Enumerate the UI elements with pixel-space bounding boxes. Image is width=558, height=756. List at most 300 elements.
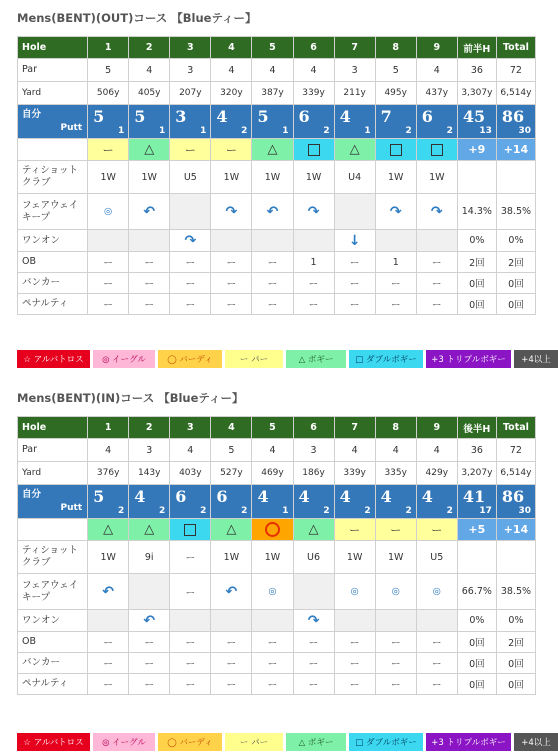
fairway-keep-value: ◎ bbox=[375, 574, 416, 610]
hole-header: 1 bbox=[88, 37, 129, 59]
putt-count: 1 bbox=[117, 126, 125, 136]
fairway-keep-value bbox=[252, 194, 293, 230]
par-value: 4 bbox=[252, 59, 293, 82]
fairway-keep-row bbox=[18, 194, 536, 230]
stroke-count: 45 bbox=[462, 107, 486, 126]
penalty-value: ー bbox=[375, 294, 416, 315]
left-arrow-icon: ↶ bbox=[225, 583, 238, 600]
score-cell bbox=[416, 485, 457, 519]
bunker-value: ー bbox=[293, 273, 334, 294]
par-value: 5 bbox=[375, 59, 416, 82]
stroke-count: 4 bbox=[257, 487, 269, 506]
penalty-row bbox=[18, 294, 536, 315]
par-value: 4 bbox=[375, 439, 416, 462]
stroke-count: 5 bbox=[257, 107, 269, 126]
right-arrow-icon: ↷ bbox=[307, 203, 320, 220]
double-bogey-square-icon bbox=[390, 144, 402, 156]
penalty-label: ペナルティ bbox=[18, 294, 88, 315]
putt-count: 2 bbox=[323, 506, 330, 516]
putt-count: 2 bbox=[159, 506, 166, 516]
hole-header: 前半H bbox=[457, 37, 496, 59]
ob-value: ー bbox=[416, 632, 457, 653]
par-dash-icon: ー bbox=[431, 523, 443, 537]
yard-value: 207y bbox=[170, 82, 211, 105]
stroke-count: 6 bbox=[421, 107, 433, 126]
in-course-title: Mens(BENT)(IN)コース 【Blueティー】 bbox=[17, 391, 244, 405]
bunker-value: ー bbox=[375, 653, 416, 674]
bunker-value: ー bbox=[252, 653, 293, 674]
putt-label: Putt bbox=[60, 503, 83, 513]
score-cell bbox=[334, 485, 375, 519]
penalty-value: ー bbox=[129, 294, 170, 315]
one-on-row bbox=[18, 610, 536, 632]
par-value: 36 bbox=[457, 439, 496, 462]
putt-count: 1 bbox=[282, 506, 289, 516]
bunker-value: ー bbox=[211, 273, 252, 294]
stroke-count: 4 bbox=[339, 487, 351, 506]
score-mark-bogey bbox=[88, 519, 129, 541]
tee-shot-club-value: U4 bbox=[334, 161, 375, 194]
bogey-triangle-icon: △ bbox=[308, 522, 319, 537]
bunker-value: ー bbox=[416, 273, 457, 294]
score-cell bbox=[211, 485, 252, 519]
right-arrow-icon: ↷ bbox=[184, 232, 197, 249]
penalty-value: ー bbox=[88, 294, 129, 315]
penalty-value: ー bbox=[88, 674, 129, 695]
right-arrow-icon: ↷ bbox=[307, 612, 320, 629]
ob-value: 2回 bbox=[457, 252, 496, 273]
legend-item: ー パー bbox=[225, 733, 283, 751]
one-on-value bbox=[416, 230, 457, 252]
total-over-par: +14 bbox=[496, 139, 535, 161]
score-cell bbox=[496, 485, 535, 519]
par-dash-icon: ー bbox=[184, 143, 196, 157]
score-legend bbox=[17, 350, 558, 368]
one-on-value bbox=[88, 230, 129, 252]
one-on-value bbox=[252, 230, 293, 252]
fairway-keep-value: 38.5% bbox=[496, 194, 535, 230]
hole-header: 6 bbox=[293, 417, 334, 439]
putt-count: 2 bbox=[200, 506, 207, 516]
penalty-value: ー bbox=[211, 674, 252, 695]
putt-count: 13 bbox=[479, 126, 492, 136]
total-over-par: +14 bbox=[496, 519, 535, 541]
putt-label: Putt bbox=[60, 123, 83, 133]
stroke-count: 4 bbox=[339, 107, 351, 126]
penalty-value: ー bbox=[293, 674, 334, 695]
tee-shot-club-value: 1W bbox=[416, 161, 457, 194]
score-mark-par bbox=[416, 519, 457, 541]
par-value: 5 bbox=[211, 439, 252, 462]
one-on-value bbox=[211, 230, 252, 252]
score-mark-par bbox=[334, 519, 375, 541]
score-cell bbox=[88, 485, 129, 519]
par-value: 3 bbox=[129, 439, 170, 462]
penalty-value: ー bbox=[252, 674, 293, 695]
score-mark-par bbox=[375, 519, 416, 541]
par-row bbox=[18, 59, 536, 82]
bunker-value: ー bbox=[416, 653, 457, 674]
one-on-value bbox=[129, 230, 170, 252]
hole-header: 3 bbox=[170, 37, 211, 59]
one-on-value bbox=[129, 610, 170, 632]
yard-value: 3,307y bbox=[457, 82, 496, 105]
par-value: 3 bbox=[170, 59, 211, 82]
fairway-keep-value: 14.3% bbox=[457, 194, 496, 230]
yard-value: 211y bbox=[334, 82, 375, 105]
tee-shot-club-label: ティショットクラブ bbox=[18, 541, 88, 574]
stroke-count: 5 bbox=[134, 107, 146, 126]
putt-count: 1 bbox=[364, 126, 371, 136]
yard-value: 387y bbox=[252, 82, 293, 105]
double-bogey-square-icon bbox=[431, 144, 443, 156]
par-dash-icon: ー bbox=[390, 523, 402, 537]
ob-value: ー bbox=[375, 632, 416, 653]
self-score-row bbox=[18, 105, 536, 139]
tee-shot-club-value: 1W bbox=[334, 541, 375, 574]
bunker-row bbox=[18, 273, 536, 294]
stroke-count: 5 bbox=[93, 107, 105, 126]
fairway-keep-value bbox=[293, 574, 334, 610]
fairway-keep-value: ◎ bbox=[416, 574, 457, 610]
out-scorecard-table bbox=[17, 36, 536, 315]
bunker-value: ー bbox=[293, 653, 334, 674]
penalty-value: ー bbox=[293, 294, 334, 315]
hole-header: 7 bbox=[334, 417, 375, 439]
putt-count: 2 bbox=[241, 506, 248, 516]
putt-count: 2 bbox=[241, 126, 248, 136]
penalty-value: ー bbox=[416, 294, 457, 315]
legend-item: ◯ バーディ bbox=[158, 350, 222, 368]
par-label: Par bbox=[18, 439, 88, 462]
legend-item: ー パー bbox=[225, 350, 283, 368]
par-dash-icon: ー bbox=[102, 143, 114, 157]
score-cell bbox=[293, 485, 334, 519]
putt-count: 2 bbox=[405, 506, 412, 516]
bunker-value: ー bbox=[170, 653, 211, 674]
legend-item: +3 トリプルボギー bbox=[426, 733, 511, 751]
tee-shot-club-value: 9i bbox=[129, 541, 170, 574]
fairway-keep-value bbox=[129, 194, 170, 230]
par-label: Par bbox=[18, 59, 88, 82]
down-arrow-icon: ↓ bbox=[348, 232, 361, 249]
bunker-value: 0回 bbox=[457, 653, 496, 674]
fairway-keep-value: ー bbox=[170, 574, 211, 610]
ob-value: ー bbox=[334, 252, 375, 273]
fairway-keep-value bbox=[170, 194, 211, 230]
par-value: 4 bbox=[129, 59, 170, 82]
score-mark-dbogey bbox=[293, 139, 334, 161]
score-mark-dbogey bbox=[170, 519, 211, 541]
mark-label-empty bbox=[18, 139, 88, 161]
score-cell bbox=[170, 485, 211, 519]
par-value: 4 bbox=[416, 59, 457, 82]
tee-shot-club-value: U5 bbox=[170, 161, 211, 194]
one-on-value: 0% bbox=[457, 610, 496, 632]
one-on-value bbox=[252, 610, 293, 632]
ob-value: ー bbox=[416, 252, 457, 273]
yard-value: 506y bbox=[88, 82, 129, 105]
right-arrow-icon: ↷ bbox=[430, 203, 443, 220]
tee-shot-club-row bbox=[18, 161, 536, 194]
header-row bbox=[18, 417, 536, 439]
one-on-value bbox=[334, 230, 375, 252]
penalty-value: ー bbox=[334, 294, 375, 315]
legend-item: ◯ バーディ bbox=[158, 733, 222, 751]
penalty-value: ー bbox=[129, 674, 170, 695]
par-dash-icon: ー bbox=[225, 143, 237, 157]
score-mark-bogey bbox=[293, 519, 334, 541]
score-mark-bogey bbox=[334, 139, 375, 161]
tee-shot-club-value: 1W bbox=[88, 161, 129, 194]
yard-value: 429y bbox=[416, 462, 457, 485]
bunker-value: ー bbox=[252, 273, 293, 294]
penalty-value: 0回 bbox=[496, 294, 535, 315]
score-mark-par bbox=[170, 139, 211, 161]
ob-value: ー bbox=[88, 632, 129, 653]
fairway-keep-value: ◎ bbox=[252, 574, 293, 610]
score-cell bbox=[252, 485, 293, 519]
hole-header: 6 bbox=[293, 37, 334, 59]
tee-shot-club-value: 1W bbox=[375, 161, 416, 194]
stroke-count: 6 bbox=[298, 107, 310, 126]
yard-value: 320y bbox=[211, 82, 252, 105]
one-on-value bbox=[170, 610, 211, 632]
mark-label-empty bbox=[18, 519, 88, 541]
yard-value: 339y bbox=[293, 82, 334, 105]
stroke-count: 6 bbox=[216, 487, 228, 506]
double-bogey-square-icon bbox=[308, 144, 320, 156]
yard-value: 335y bbox=[375, 462, 416, 485]
tee-shot-club-row bbox=[18, 541, 536, 574]
double-bogey-square-icon bbox=[184, 524, 196, 536]
out-course-title: Mens(BENT)(OUT)コース 【Blueティー】 bbox=[17, 11, 257, 25]
one-on-value bbox=[375, 610, 416, 632]
hole-header: 5 bbox=[252, 37, 293, 59]
bogey-triangle-icon: △ bbox=[349, 142, 360, 157]
in-scorecard-table bbox=[17, 416, 536, 695]
bunker-value: ー bbox=[334, 273, 375, 294]
stroke-count: 41 bbox=[462, 487, 486, 506]
hole-header: 9 bbox=[416, 37, 457, 59]
stroke-count: 6 bbox=[175, 487, 187, 506]
fairway-keep-label: フェアウェイキープ bbox=[18, 574, 88, 610]
one-on-row bbox=[18, 230, 536, 252]
tee-shot-club-label: ティショットクラブ bbox=[18, 161, 88, 194]
bunker-value: ー bbox=[375, 273, 416, 294]
stroke-count: 4 bbox=[421, 487, 433, 506]
ob-value: ー bbox=[252, 252, 293, 273]
one-on-label: ワンオン bbox=[18, 230, 88, 252]
self-label-text: 自分 bbox=[22, 489, 42, 500]
par-value: 4 bbox=[416, 439, 457, 462]
half-over-par: +5 bbox=[457, 519, 496, 541]
half-over-par: +9 bbox=[457, 139, 496, 161]
ob-row bbox=[18, 632, 536, 653]
bunker-value: ー bbox=[88, 653, 129, 674]
hole-header: 4 bbox=[211, 417, 252, 439]
par-dash-icon: ー bbox=[349, 523, 361, 537]
penalty-value: ー bbox=[170, 294, 211, 315]
stroke-count: 3 bbox=[175, 107, 187, 126]
score-cell bbox=[375, 485, 416, 519]
hole-header: 1 bbox=[88, 417, 129, 439]
bunker-value: 0回 bbox=[496, 653, 535, 674]
self-label-text: 自分 bbox=[22, 109, 42, 120]
score-cell bbox=[211, 105, 252, 139]
penalty-value: ー bbox=[252, 294, 293, 315]
one-on-value bbox=[334, 610, 375, 632]
legend-item: ☆ アルバトロス bbox=[17, 350, 90, 368]
tee-shot-club-value: 1W bbox=[252, 541, 293, 574]
left-arrow-icon: ↶ bbox=[143, 203, 156, 220]
yard-value: 437y bbox=[416, 82, 457, 105]
tee-shot-club-value bbox=[496, 161, 535, 194]
one-on-value bbox=[293, 230, 334, 252]
legend-item: □ ダブルボギー bbox=[349, 733, 423, 751]
tee-shot-club-value bbox=[457, 161, 496, 194]
tee-shot-club-value: U6 bbox=[293, 541, 334, 574]
bogey-triangle-icon: △ bbox=[267, 142, 278, 157]
par-row bbox=[18, 439, 536, 462]
putt-count: 17 bbox=[479, 506, 492, 516]
ob-value: ー bbox=[211, 632, 252, 653]
score-cell bbox=[129, 485, 170, 519]
score-mark-bogey bbox=[129, 139, 170, 161]
bunker-value: ー bbox=[170, 273, 211, 294]
yard-label: Yard bbox=[18, 462, 88, 485]
right-arrow-icon: ↷ bbox=[389, 203, 402, 220]
tee-shot-club-value: U5 bbox=[416, 541, 457, 574]
fairway-keep-value bbox=[416, 194, 457, 230]
bogey-triangle-icon: △ bbox=[103, 522, 114, 537]
legend-item: △ ボギー bbox=[286, 350, 346, 368]
bunker-label: バンカー bbox=[18, 653, 88, 674]
putt-count: 2 bbox=[323, 126, 330, 136]
legend-item: △ ボギー bbox=[286, 733, 346, 751]
yard-value: 6,514y bbox=[496, 462, 535, 485]
par-value: 5 bbox=[88, 59, 129, 82]
par-value: 72 bbox=[496, 59, 535, 82]
penalty-label: ペナルティ bbox=[18, 674, 88, 695]
yard-value: 403y bbox=[170, 462, 211, 485]
tee-shot-club-value: ー bbox=[170, 541, 211, 574]
yard-value: 143y bbox=[129, 462, 170, 485]
ob-value: 1 bbox=[375, 252, 416, 273]
one-on-value bbox=[375, 230, 416, 252]
score-mark-dbogey bbox=[375, 139, 416, 161]
par-value: 4 bbox=[293, 59, 334, 82]
one-on-value bbox=[170, 230, 211, 252]
tee-shot-club-value: 1W bbox=[211, 541, 252, 574]
fairway-keep-value: 66.7% bbox=[457, 574, 496, 610]
putt-count: 2 bbox=[117, 506, 125, 516]
yard-row bbox=[18, 462, 536, 485]
putt-count: 2 bbox=[446, 126, 453, 136]
tee-shot-club-value: 1W bbox=[211, 161, 252, 194]
fairway-keep-value bbox=[375, 194, 416, 230]
putt-count: 2 bbox=[446, 506, 453, 516]
score-cell bbox=[252, 105, 293, 139]
stroke-count: 86 bbox=[501, 487, 525, 506]
score-mark-dbogey bbox=[416, 139, 457, 161]
legend-item: ☆ アルバトロス bbox=[17, 733, 90, 751]
stroke-count: 4 bbox=[380, 487, 392, 506]
score-mark-par bbox=[88, 139, 129, 161]
ob-value: ー bbox=[129, 632, 170, 653]
score-cell bbox=[457, 485, 496, 519]
ob-value: ー bbox=[211, 252, 252, 273]
par-value: 4 bbox=[334, 439, 375, 462]
ob-value: 2回 bbox=[496, 252, 535, 273]
bunker-value: ー bbox=[334, 653, 375, 674]
ob-row bbox=[18, 252, 536, 273]
putt-count: 30 bbox=[518, 506, 531, 516]
one-on-value: 0% bbox=[496, 610, 535, 632]
penalty-value: ー bbox=[211, 294, 252, 315]
left-arrow-icon: ↶ bbox=[143, 612, 156, 629]
tee-shot-club-value bbox=[496, 541, 535, 574]
score-cell bbox=[375, 105, 416, 139]
score-cell bbox=[416, 105, 457, 139]
tee-shot-club-value: 1W bbox=[375, 541, 416, 574]
putt-count: 30 bbox=[518, 126, 531, 136]
hole-label: Hole bbox=[18, 37, 88, 59]
right-arrow-icon: ↷ bbox=[225, 203, 238, 220]
fairway-keep-value bbox=[293, 194, 334, 230]
hole-header: 後半H bbox=[457, 417, 496, 439]
self-score-row bbox=[18, 485, 536, 519]
one-on-label: ワンオン bbox=[18, 610, 88, 632]
hole-header: 2 bbox=[129, 37, 170, 59]
stroke-count: 4 bbox=[134, 487, 146, 506]
one-on-value bbox=[416, 610, 457, 632]
fairway-keep-value: ◎ bbox=[88, 194, 129, 230]
penalty-value: 0回 bbox=[496, 674, 535, 695]
ob-value: ー bbox=[334, 632, 375, 653]
yard-value: 495y bbox=[375, 82, 416, 105]
yard-label: Yard bbox=[18, 82, 88, 105]
score-cell bbox=[457, 105, 496, 139]
legend-item: +4以上 bbox=[514, 733, 558, 751]
hole-header: 8 bbox=[375, 37, 416, 59]
penalty-value: ー bbox=[375, 674, 416, 695]
score-mark-bogey bbox=[129, 519, 170, 541]
hole-label: Hole bbox=[18, 417, 88, 439]
par-value: 4 bbox=[170, 439, 211, 462]
legend-item: +4以上 bbox=[514, 350, 558, 368]
score-mark-row bbox=[18, 519, 536, 541]
score-mark-par bbox=[211, 139, 252, 161]
yard-value: 186y bbox=[293, 462, 334, 485]
yard-row bbox=[18, 82, 536, 105]
self-label bbox=[18, 485, 88, 519]
yard-value: 3,207y bbox=[457, 462, 496, 485]
ob-value: ー bbox=[252, 632, 293, 653]
putt-count: 2 bbox=[364, 506, 371, 516]
penalty-value: 0回 bbox=[457, 674, 496, 695]
fairway-keep-value bbox=[334, 194, 375, 230]
stroke-count: 86 bbox=[501, 107, 525, 126]
hole-header: Total bbox=[496, 417, 535, 439]
par-value: 3 bbox=[293, 439, 334, 462]
one-on-value bbox=[88, 610, 129, 632]
stroke-count: 7 bbox=[380, 107, 392, 126]
hole-header: Total bbox=[496, 37, 535, 59]
left-arrow-icon: ↶ bbox=[266, 203, 279, 220]
bunker-label: バンカー bbox=[18, 273, 88, 294]
bunker-value: ー bbox=[211, 653, 252, 674]
